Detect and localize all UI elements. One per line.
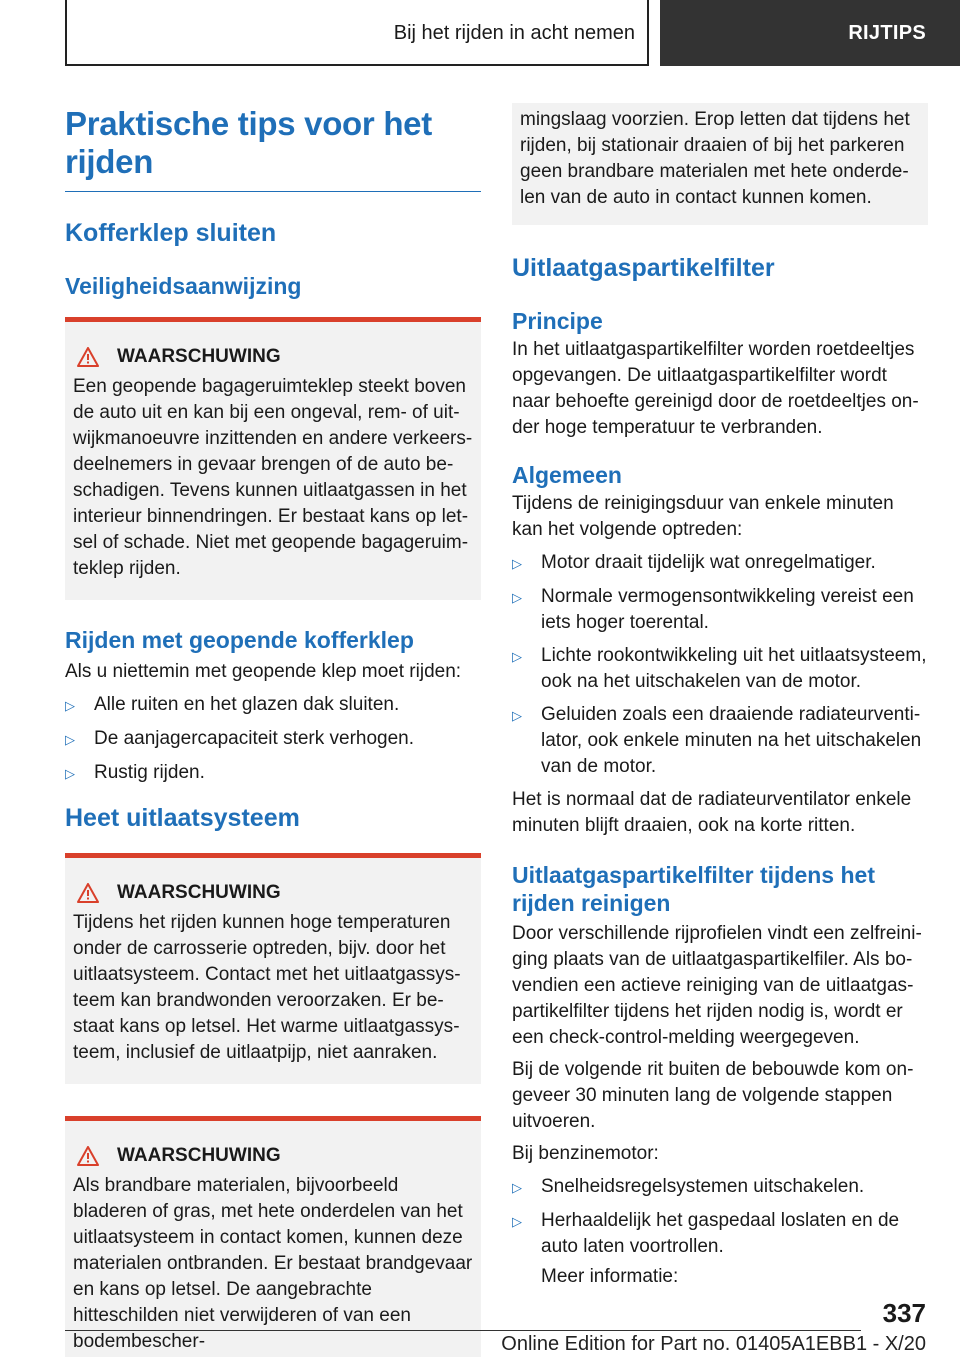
list-item: ▷ Snelheidsregelsystemen uitschakelen. bbox=[512, 1174, 928, 1201]
heading-heet: Heet uitlaatsysteem bbox=[65, 804, 300, 832]
list-item: ▷ Rustig rijden. bbox=[65, 760, 481, 787]
principe-text: In het uitlaatgaspartikelfilter worden roetdeeltjes opgevangen. De uitlaatgaspartikelfilter wordt naar behoefte gereinigd door de roetdeeltjes onder hoge temperatuur te verbranden. bbox=[512, 339, 919, 438]
warning-label: WAARSCHUWING bbox=[117, 346, 281, 367]
meer-informatie: Meer informatie: bbox=[541, 1266, 679, 1287]
list-item: ▷ Alle ruiten en het glazen dak sluiten. bbox=[65, 692, 481, 719]
header-chapter-tab: RIJTIPS bbox=[660, 0, 960, 66]
warning-triangle-icon bbox=[73, 883, 117, 903]
warning-text: Een geopende bagageruimteklep steekt boven de auto uit en kan bij een ongeval, rem- of uitwijkmanoeuvre inzittenden en andere verkeersdeelnemers in gevaar brengen of de auto beschadigen. Tevens kunnen uitlaatgassen in het interieur binnendringen. Er bestaat kans op letsel of schade. Niet met geopende bagageruimteklep rijden. bbox=[73, 376, 473, 579]
algemeen-outro: Het is normaal dat de radiateurventilator enkele minuten blijft draaien, ook na korte ritten. bbox=[512, 789, 912, 836]
footer-edition: Online Edition for Part no. 01405A1EBB1 - X/20 bbox=[501, 1333, 926, 1355]
heading-filter: Uitlaatgaspartikelfilter bbox=[512, 254, 775, 282]
heading-rijden-geopend: Rijden met geopende kofferklep bbox=[65, 627, 414, 653]
warning-text: Als brandbare materialen, bijvoorbeeld bladeren of gras, met hete onderdelen van het uitlaatsysteem in contact komen, kunnen deze materialen ontbranden. Er bestaat brandgevaar en kans op letsel. De aangebrachte hitteschilden niet verwijderen of van een bodembescher- bbox=[73, 1175, 473, 1352]
reinigen-p2: Bij de volgende rit buiten de bebouwde kom ongeveer 30 minuten lang de volgende stappen uitvoeren. bbox=[512, 1059, 914, 1132]
triangle-bullet-icon: ▷ bbox=[65, 698, 75, 713]
title-rule bbox=[65, 191, 481, 192]
triangle-bullet-icon: ▷ bbox=[512, 556, 522, 571]
list-item: ▷ Geluiden zoals een draaiende radiateurventilator, ook enkele minuten na het uitschakelen van de motor. bbox=[512, 702, 928, 780]
warning-box-3-continued bbox=[512, 103, 928, 225]
warning-text: Tijdens het rijden kunnen hoge temperaturen onder de carrosserie optreden, bijv. door het uitlaatsysteem. Contact met het uitlaatgassysteem kan brandwonden veroorzaken. Er bestaat kans op letsel. Het warme uitlaatgassysteem, inclusief de uitlaatpijp, niet aanraken. bbox=[73, 912, 461, 1063]
triangle-bullet-icon: ▷ bbox=[512, 1214, 522, 1229]
triangle-bullet-icon: ▷ bbox=[512, 708, 522, 723]
list-reinigen bbox=[512, 1174, 928, 1260]
list-item: ▷ De aanjagercapaciteit sterk verhogen. bbox=[65, 726, 481, 753]
triangle-bullet-icon: ▷ bbox=[65, 766, 75, 781]
right-column bbox=[512, 103, 928, 1290]
triangle-bullet-icon: ▷ bbox=[65, 732, 75, 747]
triangle-bullet-icon: ▷ bbox=[512, 590, 522, 605]
warning-text: mingslaag voorzien. Erop letten dat tijdens het rijden, bij stationair draaien of bij het parkeren geen brandbare materialen met hete onderdelen van de auto in contact kunnen komen. bbox=[520, 109, 910, 208]
list-item: ▷ Motor draait tijdelijk wat onregelmatiger. bbox=[512, 550, 928, 577]
algemeen-intro: Tijdens de reinigingsduur van enkele minuten kan het volgende optreden: bbox=[512, 493, 894, 540]
reinigen-p1: Door verschillende rijprofielen vindt een zelfreiniging plaats van de uitlaatgaspartikelfiler. Als bovendien een actieve reiniging van de uitlaatgaspartikelfilter tijdens het rijden nodig is, wordt er een check-control-melding weergegeven. bbox=[512, 923, 922, 1048]
warning-box-3 bbox=[65, 1116, 481, 1357]
heading-veiligheid: Veiligheidsaanwijzing bbox=[65, 273, 302, 299]
reinigen-p3: Bij benzinemotor: bbox=[512, 1143, 659, 1164]
list-algemeen bbox=[512, 550, 928, 780]
warning-label: WAARSCHUWING bbox=[117, 882, 281, 903]
triangle-bullet-icon: ▷ bbox=[512, 649, 522, 664]
page-number: 337 bbox=[882, 1298, 926, 1328]
warning-label: WAARSCHUWING bbox=[117, 1145, 281, 1166]
page-title: Praktische tips voor het rijden bbox=[65, 105, 432, 180]
warning-box-2 bbox=[65, 853, 481, 1084]
heading-reinigen: Uitlaatgaspartikelfilter tijdens het rijden reinigen bbox=[512, 862, 875, 916]
list-item: ▷ Lichte rookontwikkeling uit het uitlaatsysteem, ook na het uitschakelen van de motor. bbox=[512, 643, 928, 695]
list-item: ▷ Normale vermogensontwikkeling vereist een iets hoger toerental. bbox=[512, 584, 928, 636]
header-section-title: Bij het rijden in acht nemen bbox=[393, 21, 635, 44]
left-column bbox=[65, 100, 481, 1357]
heading-algemeen: Algemeen bbox=[512, 462, 622, 488]
heading-kofferklep: Kofferklep sluiten bbox=[65, 219, 277, 247]
warning-triangle-icon bbox=[73, 1146, 117, 1166]
footer-rule bbox=[65, 1330, 861, 1331]
triangle-bullet-icon: ▷ bbox=[512, 1180, 522, 1195]
list-item: ▷ Herhaaldelijk het gaspedaal loslaten en de auto laten voortrollen. bbox=[512, 1208, 928, 1260]
warning-triangle-icon bbox=[73, 347, 117, 367]
intro-geopend: Als u niettemin met geopende klep moet rijden: bbox=[65, 661, 462, 682]
warning-box-1 bbox=[65, 317, 481, 600]
list-geopend bbox=[65, 692, 481, 787]
heading-principe: Principe bbox=[512, 308, 603, 334]
